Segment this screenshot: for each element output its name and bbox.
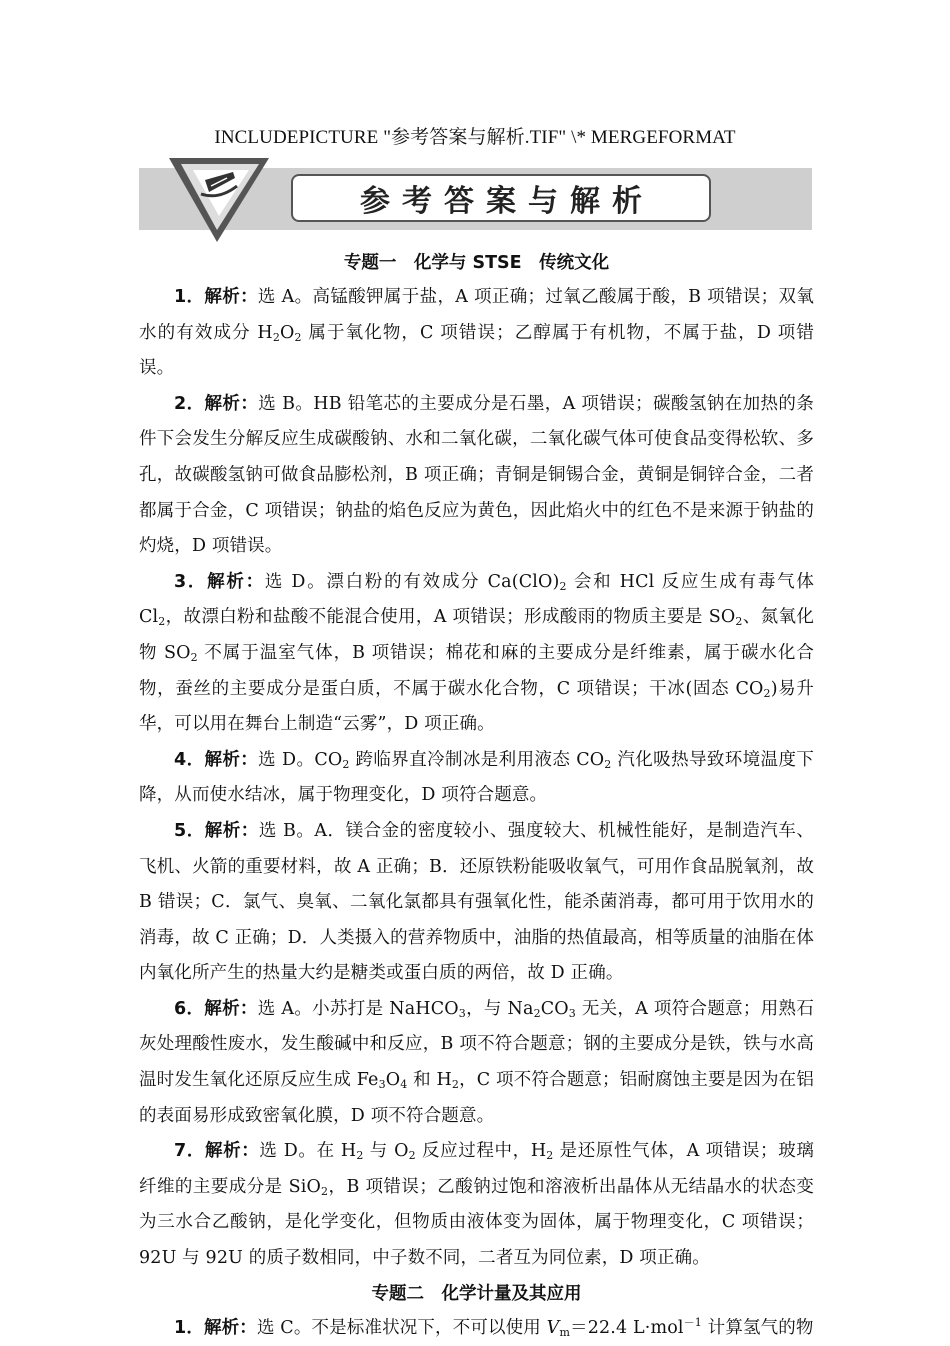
answer-text: 选 A。高锰酸钾属于盐，A 项正确；过氧乙酸属于酸，B 项错误；双氧水的有效成分 $H_2O_2$ 属于氧化物，C 项错误；乙醇属于有机物，不属于盐，D 项错误。 (139, 287, 814, 379)
answer-text: 选 C。不是标准状况下，不可以使用 $V_m=22.4$ L·mol$^{-1}$ 计算氢气的物 (256, 1315, 814, 1339)
answer-lead: 6．解析： (174, 998, 258, 1019)
answer-item (139, 992, 814, 1134)
answer-lead: 5．解析： (174, 820, 259, 841)
section-title: 专题二 化学计量及其应用 (371, 1283, 582, 1304)
answer-item (139, 814, 814, 992)
pen-quill-icon (139, 156, 289, 244)
answer-banner (139, 156, 812, 244)
answer-lead: 1．解析： (174, 1317, 257, 1338)
section-title: 专题一 化学与 STSE 传统文化 (343, 253, 610, 273)
answer-text: 选 D。$CO_2$ 跨临界直冷制冰是利用液态 $CO_2$ 汽化吸热导致环境温度下降，从而使水结冰，属于物理变化，D 项符合题意。 (139, 749, 814, 806)
answer-text: 选 D。漂白粉的有效成分 $Ca(ClO)_2$ 会和 HCl 反应生成有毒气体 $Cl_2$，故漂白粉和盐酸不能混合使用，A 项错误；形成酸雨的物质主要是 $SO_2$、氮氧化物 $SO_2$ 不属于温室气体，B 项错误；棉花和麻的主要成分是纤维素，属于碳水化合物，蚕丝的主要成分是蛋白质，不属于碳水化合物，C 项错误；干冰(固态 $CO_2$)易升华，可以用在舞台上制造“云雾”，D 项正确。 (139, 571, 815, 735)
answer-text: 选 A。小苏打是 NaHCO$_3$，与 $Na_2CO_3$ 无关，A 项符合题意；用熟石灰处理酸性废水，发生酸碱中和反应，B 项不符合题意；钢的主要成分是铁，铁与水高温时发生氧化还原反应生成 $Fe_3O_4$ 和 $H_2$，C 项不符合题意；铝耐腐蚀主要是因为在铝的表面易形成致密氧化膜，D 项不符合题意。 (139, 998, 815, 1126)
answer-lead: 7．解析： (174, 1141, 260, 1162)
answer-lead: 4．解析： (174, 749, 259, 770)
answer-text: 选 D。在 $H_2$ 与 $O_2$ 反应过程中，$H_2$ 是还原性气体，A 项错误；玻璃纤维的主要成分是 SiO$_2$，B 项错误；乙酸钠过饱和溶液析出晶体从无结晶水的状态变为三水合乙酸钠，是化学变化，但物质由液体变为固体，属于物理变化，C 项错误；92U 与 92U 的质子数相同，中子数不同，二者互为同位素，D 项正确。 (139, 1141, 814, 1269)
answer-item (139, 280, 814, 387)
banner-title: 参考答案与解析 (360, 184, 654, 219)
answer-item (139, 1311, 814, 1346)
answer-content (139, 246, 814, 1346)
answer-lead: 3．解析： (174, 571, 265, 592)
answer-item (139, 743, 814, 814)
answer-item (139, 1134, 814, 1276)
answer-item (139, 387, 814, 565)
answer-text: 选 B。HB 铅笔芯的主要成分是石墨，A 项错误；碳酸氢钠在加热的条件下会发生分解反应生成碳酸钠、水和二氧化碳，二氧化碳气体可使食品变得松软、多孔，故碳酸氢钠可做食品膨松剂，B 项正确；青铜是铜锡合金，黄铜是铜锌合金，二者都属于合金，C 项错误；钠盐的焰色反应为黄色，因此焰火中的红色不是来源于钠盐的灼烧，D 项错误。 (139, 393, 814, 557)
answer-text: 选 B。A．镁合金的密度较小、强度较大、机械性能好，是制造汽车、飞机、火箭的重要材料，故 A 正确；B．还原铁粉能吸收氧气，可用作食品脱氧剂，故 B 错误；C．氯气、臭氧、二氧化氯都具有强氧化性，能杀菌消毒，都可用于饮用水的消毒，故 C 正确；D．人类摄入的营养物质中，油脂的热值最高，相等质量的油脂在体内氧化所产生的热量大约是糖类或蛋白质的两倍，故 D 正确。 (139, 820, 815, 984)
answer-lead: 1．解析： (174, 287, 258, 307)
include-picture-field-code: INCLUDEPICTURE "参考答案与解析.TIF" \* MERGEFORMAT (214, 127, 736, 148)
answer-lead: 2．解析： (174, 393, 259, 414)
answer-item (139, 565, 814, 743)
banner-title-box (291, 174, 711, 222)
